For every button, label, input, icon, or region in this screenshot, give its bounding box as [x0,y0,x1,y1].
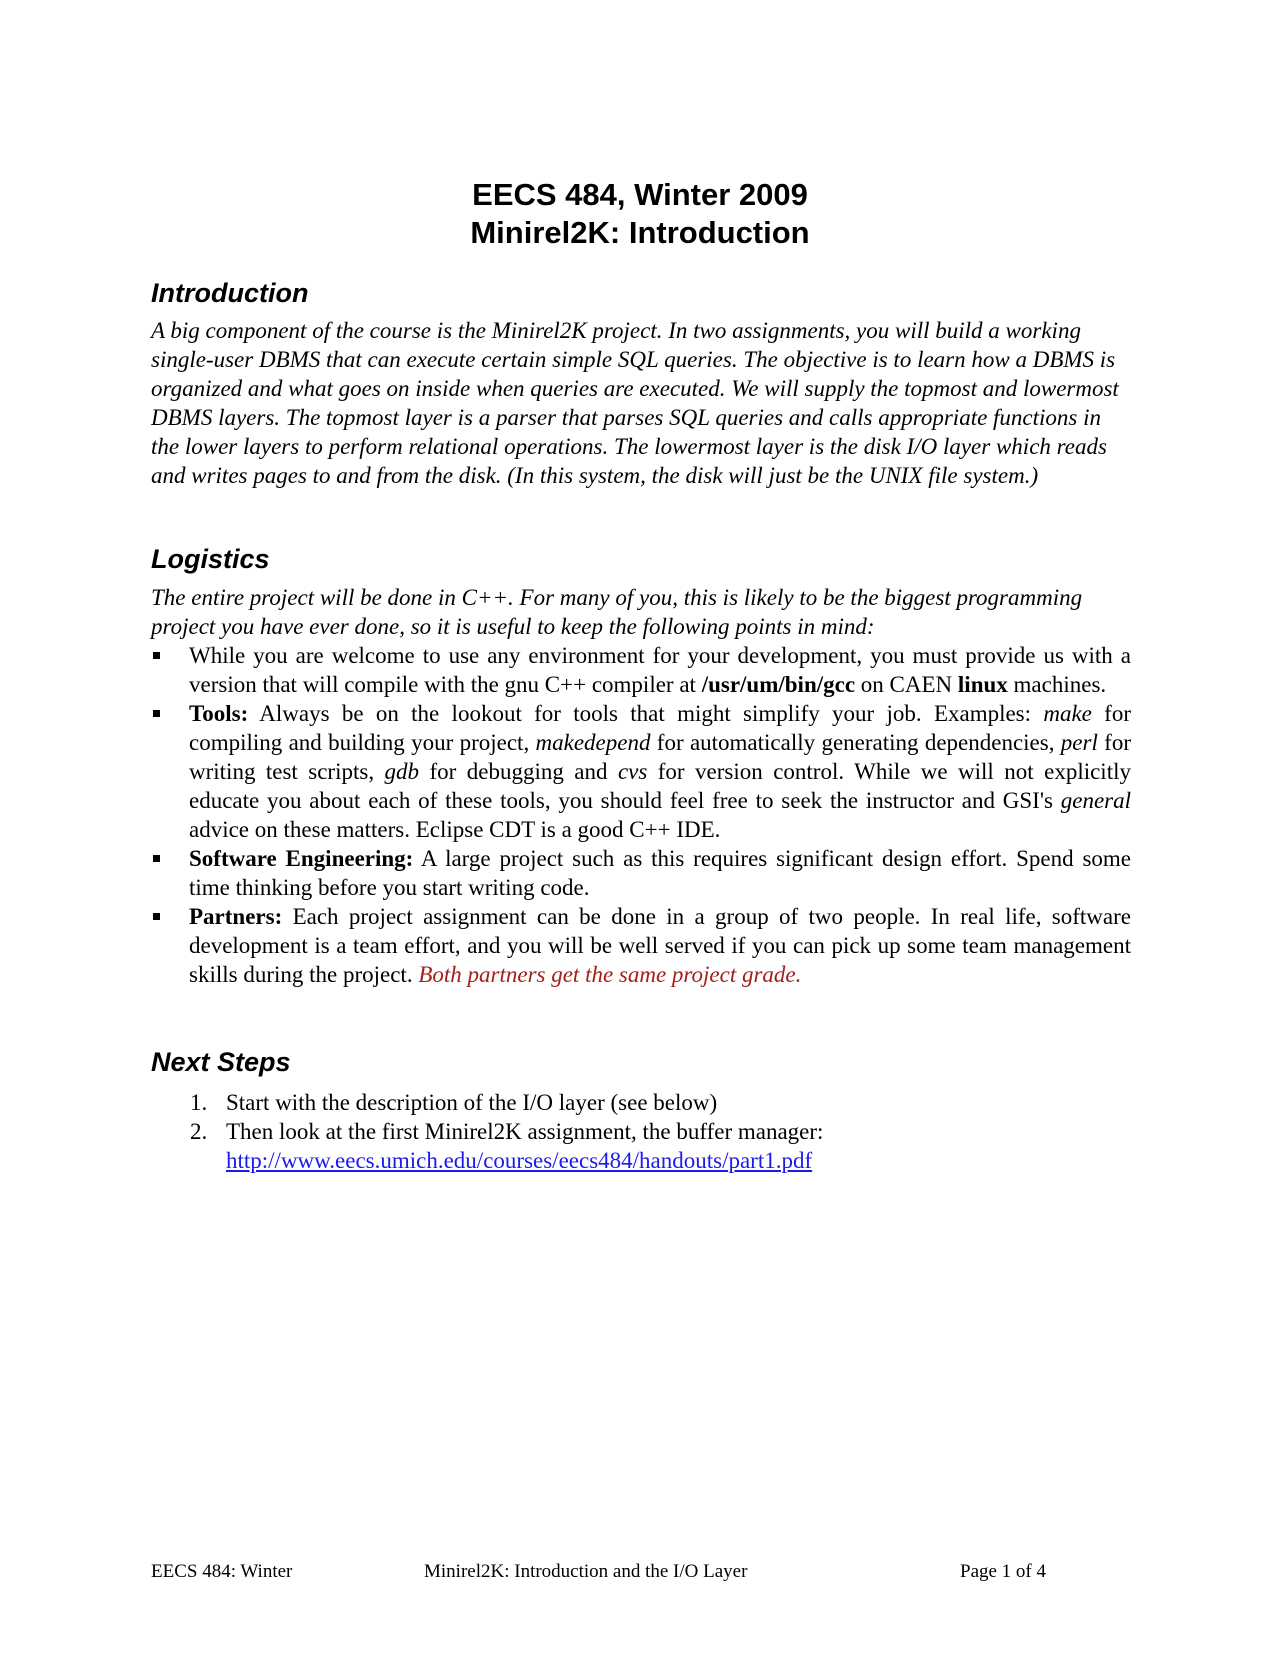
logistics-intro-paragraph: The entire project will be done in C++. For many of you, this is likely to be the biggest programming project you have ever done, so it is useful to keep the following points in mind: [151,585,1083,639]
page-title [0,176,1280,252]
tool-name: perl [1060,730,1098,755]
introduction-paragraph: A big component of the course is the Minirel2K project. In two assignments, you will build a working single-user DBMS that can execute certain simple SQL queries. The objective is to learn how a DBMS is organized and what goes on inside when queries are executed. We will supply the topmost and lowermost DBMS layers. The topmost layer is a parser that parses SQL queries and calls appropriate functions in the lower layers to perform relational operations. The lowermost layer is the disk I/O layer which reads and writes pages to and from the disk. (In this system, the disk will just be the UNIX file system.) [151,318,1119,488]
introduction-heading: Introduction [151,278,309,308]
title-line-2: Minirel2K: Introduction [470,215,810,250]
tool-name: makedepend [535,730,651,755]
bullet-text: for compiling and building your project, [189,701,1131,755]
bullet-text: on CAEN [855,672,958,697]
bullet-software-engineering [151,844,1131,902]
bullet-text: machines. [1007,672,1107,697]
footer-course: EECS 484: Winter [151,1561,293,1582]
bullet-text: for debugging and [419,759,618,784]
step-text: Start with the description of the I/O layer (see below) [226,1090,718,1115]
bullet-environment [151,641,1131,699]
square-bullet-icon [153,652,160,659]
bullet-label: Partners: [189,904,283,929]
bullet-tools [151,699,1131,844]
footer-document-title: Minirel2K: Introduction and the I/O Layer [424,1561,748,1582]
bullet-text: While you are welcome to use any environment for your development, you must provide us with a version that will compile with the gnu C++ compiler at [189,643,1131,697]
bullet-label: Software Engineering: [189,846,414,871]
tool-name: gdb [384,759,420,784]
bullet-text: for writing test scripts, [189,730,1131,784]
square-bullet-icon [153,710,160,717]
next-steps-heading: Next Steps [151,1047,291,1077]
grade-emphasis: Both partners get the same project grade. [418,962,802,987]
step-text: Then look at the first Minirel2K assignment, the buffer manager: [226,1119,824,1144]
logistics-heading: Logistics [151,544,270,574]
bullet-partners [151,902,1131,989]
step-number: 1. [190,1090,208,1115]
part1-handout-link[interactable]: http://www.eecs.umich.edu/courses/eecs484/handouts/part1.pdf [226,1148,813,1173]
logistics-bullet-list [151,641,1131,989]
square-bullet-icon [153,855,160,862]
bullet-text: Always be on the lookout for tools that might simplify your job. Examples: [248,701,1044,726]
emphasis-word: general [1060,788,1131,813]
bullet-text: Each project assignment can be done in a group of two people. In real life, software development is a team effort, and you will be well served if you can pick up some team management skills during the project. [189,904,1131,987]
tool-name: cvs [617,759,648,784]
bullet-label: Tools: [189,701,249,726]
compiler-path: /usr/um/bin/gcc [701,672,856,697]
title-line-1: EECS 484, Winter 2009 [472,177,808,212]
step-item-2 [190,1117,1090,1175]
bullet-text: A large project such as this requires significant design effort. Spend some time thinking before you start writing code. [189,846,1131,900]
os-name: linux [957,672,1008,697]
step-item-1 [190,1088,1090,1117]
bullet-text: for version control. While we will not explicitly educate you about each of these tools, you should feel free to seek the instructor and GSI's [189,759,1131,813]
bullet-text: for automatically generating dependencies, [650,730,1061,755]
tool-name: make [1043,701,1092,726]
square-bullet-icon [153,913,160,920]
footer-page-number: Page 1 of 4 [960,1561,1047,1582]
step-number: 2. [190,1119,208,1144]
bullet-text: advice on these matters. Eclipse CDT is a good C++ IDE. [189,817,721,842]
next-steps-list [190,1088,1090,1175]
